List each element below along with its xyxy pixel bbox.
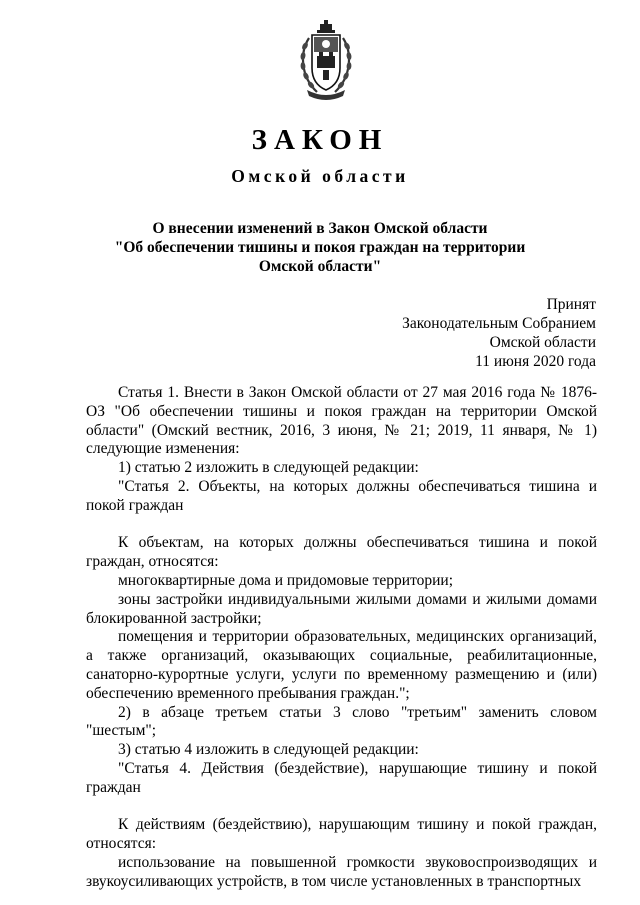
law-title xyxy=(100,219,540,276)
paragraph: многоквартирные дома и придомовые территории; xyxy=(118,571,454,589)
adoption-line: Принят xyxy=(546,296,596,313)
paragraph-article-2-heading: "Статья 2. Объекты, на которых должны обеспечиваться тишина и покой граждан xyxy=(86,477,597,514)
paragraph: 1) статью 2 изложить в следующей редакции: xyxy=(118,459,419,477)
law-title-line: "Об обеспечении тишины и покоя граждан на территории xyxy=(114,239,526,256)
paragraph: 3) статью 4 изложить в следующей редакции: xyxy=(118,741,419,759)
document-body xyxy=(86,384,597,892)
adoption-date: 11 июня 2020 года xyxy=(475,353,596,370)
adoption-block xyxy=(402,295,596,371)
law-title-line: Омской области" xyxy=(258,258,382,275)
paragraph: 2) в абзаце третьем статьи 3 слово "третьим" заменить словом "шестым"; xyxy=(86,703,597,740)
paragraph-article-4-heading: "Статья 4. Действия (бездействие), нарушающие тишину и покой граждан xyxy=(86,759,597,796)
paragraph: использование на повышенной громкости звуковоспроизводящих и звукоусиливающих устройств, в том числе установленных в транспортных xyxy=(86,853,597,890)
paragraph: К объектам, на которых должны обеспечиваться тишина и покой граждан, относятся: xyxy=(86,534,597,571)
coat-of-arms-emblem xyxy=(297,20,355,100)
paragraph: К действиям (бездействию), нарушающим тишину и покой граждан, относятся: xyxy=(86,816,597,853)
paragraph: зоны застройки индивидуальными жилыми домами и жилыми домами блокированной застройки; xyxy=(86,590,597,627)
paragraph-article-1: Статья 1. Внести в Закон Омской области от 27 мая 2016 года № 1876-ОЗ "Об обеспечении тишины и покоя граждан на территории Омской области" (Омский вестник, 2016, 3 июня, № 21; 2019, 11 января, № 1) следующие изменения: xyxy=(86,384,597,458)
document-title: ЗАКОН xyxy=(251,124,389,156)
law-title-line: О внесении изменений в Закон Омской области xyxy=(152,220,488,237)
adoption-line: Омской области xyxy=(489,334,596,351)
adoption-line: Законодательным Собранием xyxy=(402,315,596,332)
paragraph: помещения и территории образовательных, медицинских организаций, а также организаций, оказывающих социальные, реабилитационные, санаторно-курортные услуги, услуги по временному размещению и (или) обеспечению временного пребывания граждан."; xyxy=(86,628,597,702)
document-subtitle: Омской области xyxy=(231,166,409,186)
